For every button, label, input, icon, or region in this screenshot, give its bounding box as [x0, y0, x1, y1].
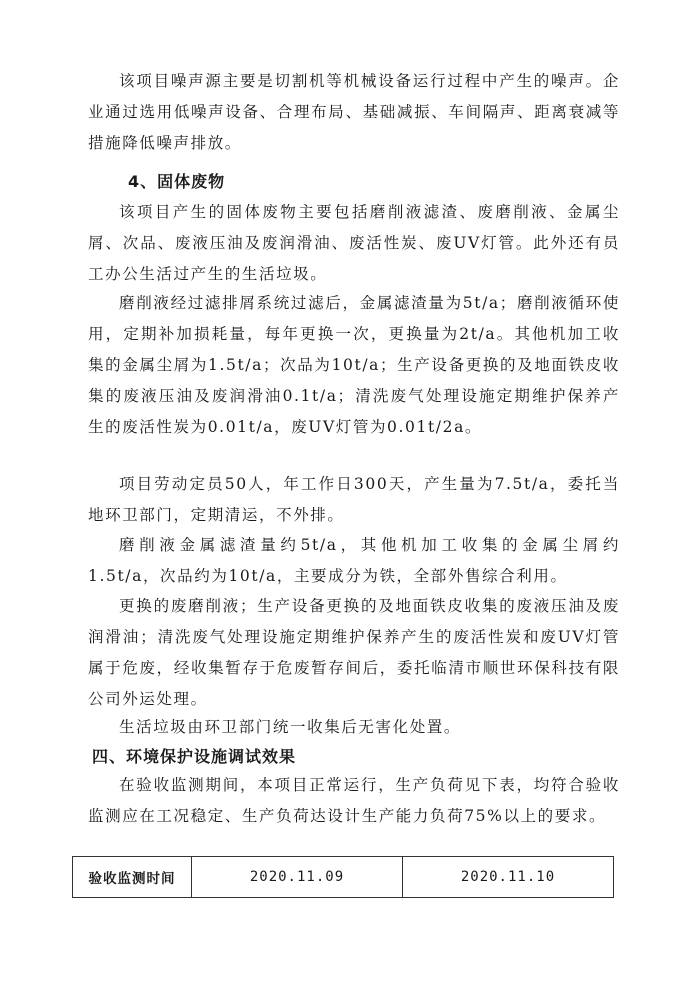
metal-sale-paragraph: 磨削液金属滤渣量约5t/a，其他机加工收集的金属尘屑约1.5t/a，次品约为10t/a，主要成分为铁，全部外售综合利用。: [88, 536, 620, 585]
section-four-heading: 四、环境保护设施调试效果: [92, 747, 297, 766]
domestic-waste-paragraph: 生活垃圾由环卫部门统一收集后无害化处置。: [119, 718, 462, 736]
solid-waste-amounts-paragraph: 磨削液经过滤排屑系统过滤后，金属滤渣量为5t/a；磨削液循环使用，定期补加损耗量，每年更换一次，更换量为2t/a。其他机加工收集的金属尘屑为1.5t/a；次品为10t/a；生产设备更换的及地面铁皮收集的废液压油及废润滑油0.1t/a；清洗废气处理设施定期维护保养产生的废活性炭为0.01t/a，废UV灯管为0.01t/2a。: [88, 294, 620, 436]
table-row: [73, 857, 614, 898]
solid-waste-heading: 4、固体废物: [128, 172, 226, 191]
load-table: [72, 856, 614, 898]
hazardous-waste-paragraph: 更换的废磨削液；生产设备更换的及地面铁皮收集的废液压油及废润滑油；清洗废气处理设施定期维护保养产生的废活性炭和废UV灯管属于危废，经收集暂存于危废暂存间后，委托临清市顺世环保科技有限公司外运处理。: [88, 597, 620, 708]
table-label-cell: 验收监测时间: [73, 857, 192, 898]
table-date-cell: 2020.11.09: [192, 857, 403, 898]
solid-waste-intro-paragraph: 该项目产生的固体废物主要包括磨削液滤渣、废磨削液、金属尘屑、次品、废液压油及废润滑油、废活性炭、废UV灯管。此外还有员工办公生活过产生的生活垃圾。: [88, 203, 620, 283]
staff-waste-paragraph: 项目劳动定员50人，年工作日300天，产生量为7.5t/a，委托当地环卫部门，定期清运，不外排。: [88, 475, 620, 524]
monitoring-paragraph: 在验收监测期间，本项目正常运行，生产负荷见下表，均符合验收监测应在工况稳定、生产负荷达设计生产能力负荷75%以上的要求。: [88, 776, 620, 825]
table-date-cell: 2020.11.10: [403, 857, 614, 898]
noise-paragraph: 该项目噪声源主要是切割机等机械设备运行过程中产生的噪声。企业通过选用低噪声设备、合理布局、基础减振、车间隔声、距离衰减等措施降低噪声排放。: [88, 72, 620, 152]
